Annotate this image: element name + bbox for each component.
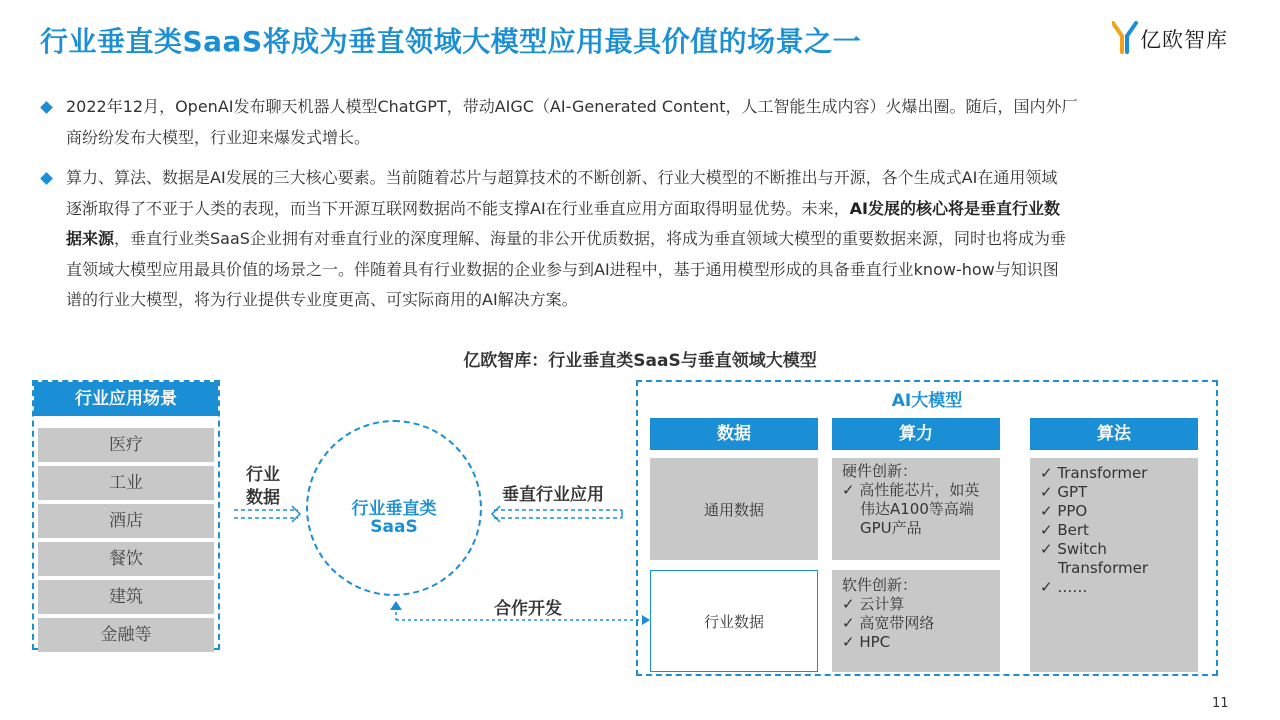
label-industry-data-line2: 数据 bbox=[246, 488, 280, 508]
ai-model-title: AI大模型 bbox=[891, 391, 963, 411]
sw-line: ✓ 云计算 bbox=[842, 595, 905, 613]
algo-item: ✓ Switch bbox=[1040, 540, 1107, 558]
label-cooperation: 合作开发 bbox=[494, 599, 562, 619]
cell-algorithms bbox=[1030, 458, 1198, 672]
bullet-text-bold: AI发展的核心将是垂直行业数 bbox=[849, 198, 1061, 218]
diagram-caption: 亿欧智库：行业垂直类SaaS与垂直领域大模型 bbox=[463, 351, 817, 371]
bullet-text: 商纷纷发布大模型，行业迎来爆发式增长。 bbox=[66, 127, 371, 147]
algo-item: ✓ Bert bbox=[1040, 521, 1089, 539]
bullet-text: 算力、算法、数据是AI发展的三大核心要素。当前随着芯片与超算技术的不断创新、行业大模型的不断推出与开源，各个生成式AI在通用领域 bbox=[66, 168, 1058, 187]
col-header-algorithm: 算法 bbox=[1030, 418, 1198, 450]
algo-item: ✓ …… bbox=[1040, 578, 1088, 596]
cell-general-data: 通用数据 bbox=[650, 458, 818, 560]
logo-text: 亿欧智库 bbox=[1140, 28, 1228, 52]
scenario-header: 行业应用场景 bbox=[34, 382, 218, 416]
sw-line: ✓ HPC bbox=[842, 633, 891, 651]
arrow-industry-data bbox=[234, 506, 300, 522]
bullet-text: 2022年12月，OpenAI发布聊天机器人模型ChatGPT，带动AIGC（AI-Generated Content，人工智能生成内容）火爆出圈。随后，国内外厂 bbox=[66, 97, 1078, 116]
cell-software-innovation bbox=[832, 570, 1000, 672]
label-vertical-app: 垂直行业应用 bbox=[502, 485, 604, 505]
scenario-item: 餐饮 bbox=[38, 542, 214, 576]
circle-text-line1: 行业垂直类 bbox=[351, 499, 437, 519]
col-header-compute: 算力 bbox=[832, 418, 1000, 450]
circle-text-line2: SaaS bbox=[370, 517, 418, 537]
bullet-text: 直领域大模型应用最具价值的场景之一。伴随着具有行业数据的企业参与到AI进程中，基于通用模型形成的具备垂直行业know-how与知识图 bbox=[66, 259, 1059, 279]
algo-item: ✓ PPO bbox=[1040, 502, 1088, 520]
bullet-text: 谱的行业大模型，将为行业提供专业度更高、可实际商用的AI解决方案。 bbox=[66, 290, 578, 309]
hw-line: 伟达A100等高端 bbox=[860, 500, 974, 518]
hw-line: GPU产品 bbox=[860, 519, 922, 537]
sw-line: 软件创新： bbox=[842, 576, 918, 594]
cell-hardware-innovation bbox=[832, 458, 1000, 560]
cell-industry-data: 行业数据 bbox=[650, 570, 818, 672]
scenario-list bbox=[32, 380, 220, 650]
scenario-item: 金融等 bbox=[38, 618, 214, 652]
label-industry-data-line1: 行业 bbox=[246, 465, 280, 485]
bullet-text-bold: 据来源 bbox=[66, 229, 115, 248]
bullet-text: ，垂直行业类SaaS企业拥有对垂直行业的深度理解、海量的非公开优质数据，将成为垂直领域大模型的重要数据来源，同时也将成为垂 bbox=[114, 229, 1066, 248]
hw-line: ✓ 高性能芯片，如英 bbox=[842, 481, 980, 499]
arrow-vertical-app bbox=[492, 506, 622, 522]
page-number: 11 bbox=[1212, 696, 1229, 711]
algo-item: ✓ GPT bbox=[1040, 483, 1088, 501]
bullet-text: 逐渐取得了不亚于人类的表现，而当下开源互联网数据尚不能支撑AI在行业垂直应用方面取得明显优势。未来， bbox=[66, 198, 850, 218]
scenario-item: 建筑 bbox=[38, 580, 214, 614]
scenario-item: 酒店 bbox=[38, 504, 214, 538]
algo-item: ✓ Transformer bbox=[1040, 464, 1148, 482]
scenario-item: 工业 bbox=[38, 466, 214, 500]
scenario-item: 医疗 bbox=[38, 428, 214, 462]
hw-line: 硬件创新： bbox=[842, 462, 918, 480]
page-title: 行业垂直类SaaS将成为垂直领域大模型应用最具价值的场景之一 bbox=[40, 25, 862, 58]
col-header-data: 数据 bbox=[650, 418, 818, 450]
algo-item: Transformer bbox=[1058, 559, 1149, 577]
sw-line: ✓ 高宽带网络 bbox=[842, 614, 935, 632]
